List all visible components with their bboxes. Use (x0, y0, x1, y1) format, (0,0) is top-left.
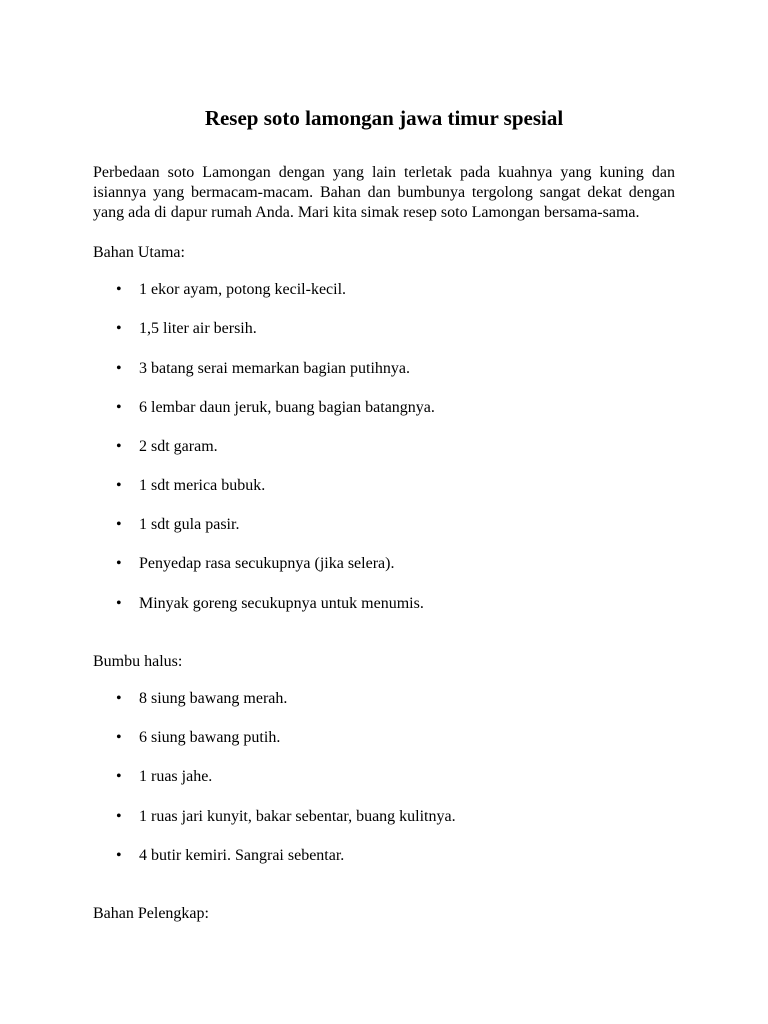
list-item (0, 398, 700, 418)
bullet-icon: • (116, 595, 122, 612)
bullet-icon: • (116, 516, 122, 533)
document-title: Resep soto lamongan jawa timur spesial (204, 106, 564, 130)
list-item-text: 1 ruas jari kunyit, bakar sebentar, buang kulitnya. (139, 808, 456, 825)
list-item-text: 4 butir kemiri. Sangrai sebentar. (139, 847, 345, 864)
list-item-text: 2 sdt garam. (139, 438, 218, 455)
list-item-text: 1 ekor ayam, potong kecil-kecil. (139, 281, 347, 298)
list-item (0, 689, 700, 709)
bullet-icon: • (116, 768, 122, 785)
list-item (0, 476, 700, 496)
list-item (0, 767, 700, 787)
bullet-icon: • (116, 690, 122, 707)
intro-paragraph: Perbedaan soto Lamongan dengan yang lain terletak pada kuahnya yang kuning dan isiannya yang bermacam-macam. Bahan dan bumbunya tergolong sangat dekat dengan yang ada di dapur rumah Anda. Mari kita simak resep soto Lamongan bersama-sama. (93, 164, 675, 221)
list-item (0, 437, 700, 457)
list-item (0, 319, 700, 339)
list-item-text: 1,5 liter air bersih. (139, 320, 257, 337)
list-item (0, 280, 700, 300)
list-item (0, 515, 700, 535)
bullet-icon: • (116, 438, 122, 455)
list-item-text: Penyedap rasa secukupnya (jika selera). (139, 555, 395, 572)
bullet-icon: • (116, 281, 122, 298)
list-item-text: 6 lembar daun jeruk, buang bagian batangnya. (139, 399, 435, 416)
bullet-icon: • (116, 320, 122, 337)
list-item (0, 728, 700, 748)
bullet-icon: • (116, 729, 122, 746)
bullet-icon: • (116, 399, 122, 416)
list-item-text: 8 siung bawang merah. (139, 690, 288, 707)
bullet-icon: • (116, 360, 122, 377)
bullet-icon: • (116, 847, 122, 864)
bullet-icon: • (116, 555, 122, 572)
list-item (0, 359, 700, 379)
list-item-text: 1 ruas jahe. (139, 768, 213, 785)
list-item (0, 807, 700, 827)
list-item (0, 594, 700, 614)
list-item-text: 6 siung bawang putih. (139, 729, 281, 746)
list-item (0, 554, 700, 574)
bullet-icon: • (116, 808, 122, 825)
list-item-text: 1 sdt merica bubuk. (139, 477, 266, 494)
list-item-text: Minyak goreng secukupnya untuk menumis. (139, 595, 424, 612)
section-heading-bumbu-halus: Bumbu halus: (93, 653, 183, 670)
bullet-icon: • (116, 477, 122, 494)
list-item (0, 846, 700, 866)
list-item-text: 1 sdt gula pasir. (139, 516, 240, 533)
section-heading-bahan-pelengkap: Bahan Pelengkap: (93, 905, 209, 922)
list-item-text: 3 batang serai memarkan bagian putihnya. (139, 360, 411, 377)
section-heading-bahan-utama: Bahan Utama: (93, 244, 185, 261)
